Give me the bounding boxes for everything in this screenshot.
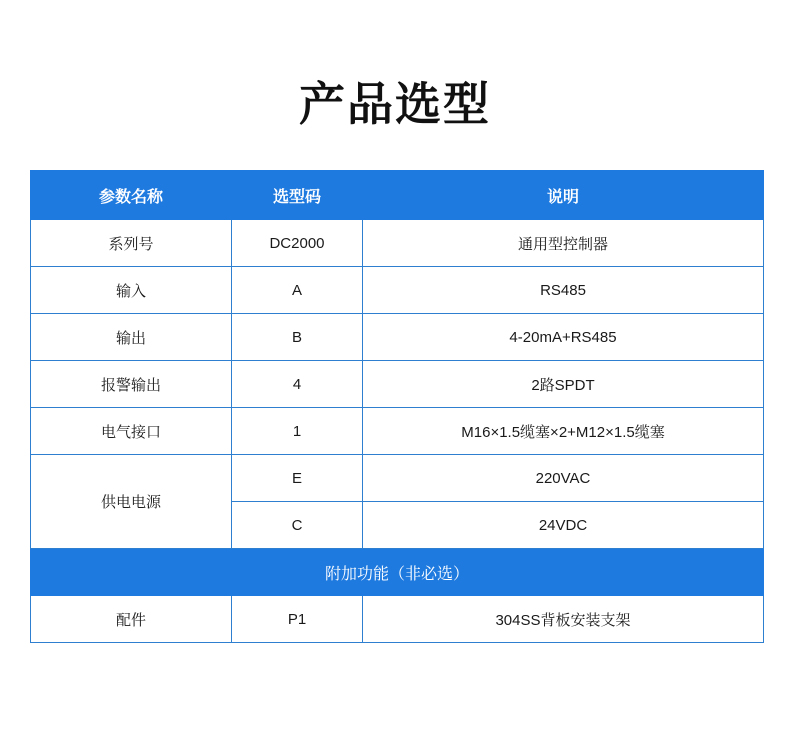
- cell-selection-code: P1: [232, 596, 363, 643]
- cell-parameter-name: 系列号: [31, 220, 232, 267]
- cell-selection-code: A: [232, 267, 363, 314]
- cell-parameter-name: 电气接口: [31, 408, 232, 455]
- cell-description: M16×1.5缆塞×2+M12×1.5缆塞: [363, 408, 764, 455]
- column-header-parameter-name: 参数名称: [31, 171, 232, 220]
- cell-selection-code: DC2000: [232, 220, 363, 267]
- table-row: [31, 220, 764, 267]
- section-label-optional-functions: 附加功能（非必选）: [31, 549, 764, 596]
- cell-description: 24VDC: [363, 502, 764, 549]
- cell-parameter-name: 配件: [31, 596, 232, 643]
- table-row: [31, 267, 764, 314]
- cell-description: 2路SPDT: [363, 361, 764, 408]
- table-row: [31, 314, 764, 361]
- column-header-description: 说明: [363, 171, 764, 220]
- cell-selection-code: E: [232, 455, 363, 502]
- cell-description: 4-20mA+RS485: [363, 314, 764, 361]
- column-header-selection-code: 选型码: [232, 171, 363, 220]
- cell-selection-code: B: [232, 314, 363, 361]
- cell-parameter-name: 报警输出: [31, 361, 232, 408]
- table-row: [31, 408, 764, 455]
- product-selection-table: [30, 170, 764, 643]
- cell-parameter-name: 输出: [31, 314, 232, 361]
- table-header-row: [31, 171, 764, 220]
- cell-selection-code: C: [232, 502, 363, 549]
- cell-selection-code: 4: [232, 361, 363, 408]
- cell-parameter-name: 输入: [31, 267, 232, 314]
- cell-description: 220VAC: [363, 455, 764, 502]
- cell-description: 304SS背板安装支架: [363, 596, 764, 643]
- cell-description: RS485: [363, 267, 764, 314]
- table-header: [31, 171, 764, 220]
- selection-table-wrapper: [30, 170, 760, 643]
- table-body: [31, 220, 764, 643]
- table-row: [31, 361, 764, 408]
- document-page: [0, 31, 790, 735]
- page-title: 产品选型: [299, 77, 491, 130]
- cell-selection-code: 1: [232, 408, 363, 455]
- table-row: [31, 455, 764, 502]
- cell-parameter-name: 供电电源: [31, 455, 232, 549]
- table-row: [31, 596, 764, 643]
- table-section-row: [31, 549, 764, 596]
- cell-description: 通用型控制器: [363, 220, 764, 267]
